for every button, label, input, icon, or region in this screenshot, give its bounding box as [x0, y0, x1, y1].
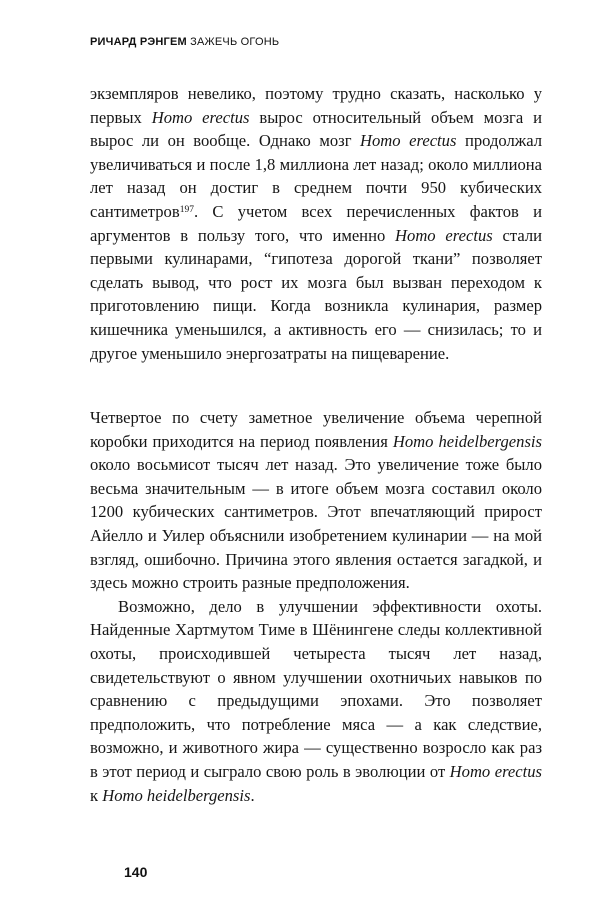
text-block-top	[90, 82, 542, 365]
text-block-bottom	[90, 406, 542, 807]
p1-italic-1: Homo erectus	[151, 107, 250, 127]
p1-text-5: стали первыми кулинарами, “гипотеза дорогой ткани” позволяет сделать вывод, что рост их мозга был вызван переходом к приготовлению пищи. Когда возникла кулинария, размер кишечника уменьшился, а активность его — снизилась; то и другое уменьшило энергозатраты на пищеварение.	[90, 225, 543, 363]
p3-italic-1: Homo erectus	[449, 761, 543, 781]
paragraph-hunting	[90, 595, 542, 807]
p3-text-1: Возможно, дело в улучшении эффективности охоты. Найденные Хартмутом Тиме в Шёнингене следы коллективной охоты, происходившей четыреста тысяч лет назад, свидетельствуют о явном улучшении охотничьих навыков по сравнению с предыдущими эпохами. Это позволяет предположить, что потребление мяса — а как следствие, возможно, и животного жира — существенно возросло как раз в этот период и сыграло свою роль в эволюции от	[90, 596, 542, 781]
p1-italic-2: Homo erectus	[360, 131, 457, 151]
p2-text-2: около восьмисот тысяч лет назад. Это увеличение тоже было весьма значительным — в итоге объем мозга составил около 1200 кубических сантиметров. Этот впечатляющий прирост Айелло и Уилер объяснили изобретением кулинарии — на мой взгляд, ошибочно. Причина этого явления остается загадкой, и здесь можно строить разные предположения.	[90, 455, 542, 593]
p1-text-2: вырос относительный объем мозга и вырос ли он вообще. Однако мозг	[90, 107, 542, 151]
page-number: 140	[124, 864, 148, 880]
footnote-marker: 197	[179, 204, 194, 215]
header-author: РИЧАРД РЭНГЕМ	[90, 36, 187, 48]
running-header	[90, 36, 279, 48]
p3-text-3: .	[250, 785, 255, 805]
p2-italic-1: Homo heidelbergensis	[392, 431, 542, 451]
p1-text-4: . С учетом всех перечисленных фактов и аргументов в пользу того, что именно	[90, 201, 542, 245]
p1-text-3: продолжал увеличиваться и после 1,8 миллиона лет назад; около миллиона лет назад он достиг в среднем почти 950 кубических сантиметров	[90, 131, 543, 221]
paragraph-continuation	[90, 82, 542, 365]
p2-text-1: Четвертое по счету заметное увеличение объема черепной коробки приходится на период появления	[90, 408, 542, 451]
p1-italic-3: Homo erectus	[395, 225, 493, 245]
p3-text-2: к	[90, 785, 103, 805]
paragraph-fourth-increase	[90, 406, 542, 595]
p1-text-1: экземпляров невелико, поэтому трудно сказать, насколько у первых	[90, 84, 542, 127]
header-book-title: ЗАЖЕЧЬ ОГОНЬ	[186, 36, 280, 48]
p3-italic-2: Homo heidelbergensis	[102, 785, 251, 805]
